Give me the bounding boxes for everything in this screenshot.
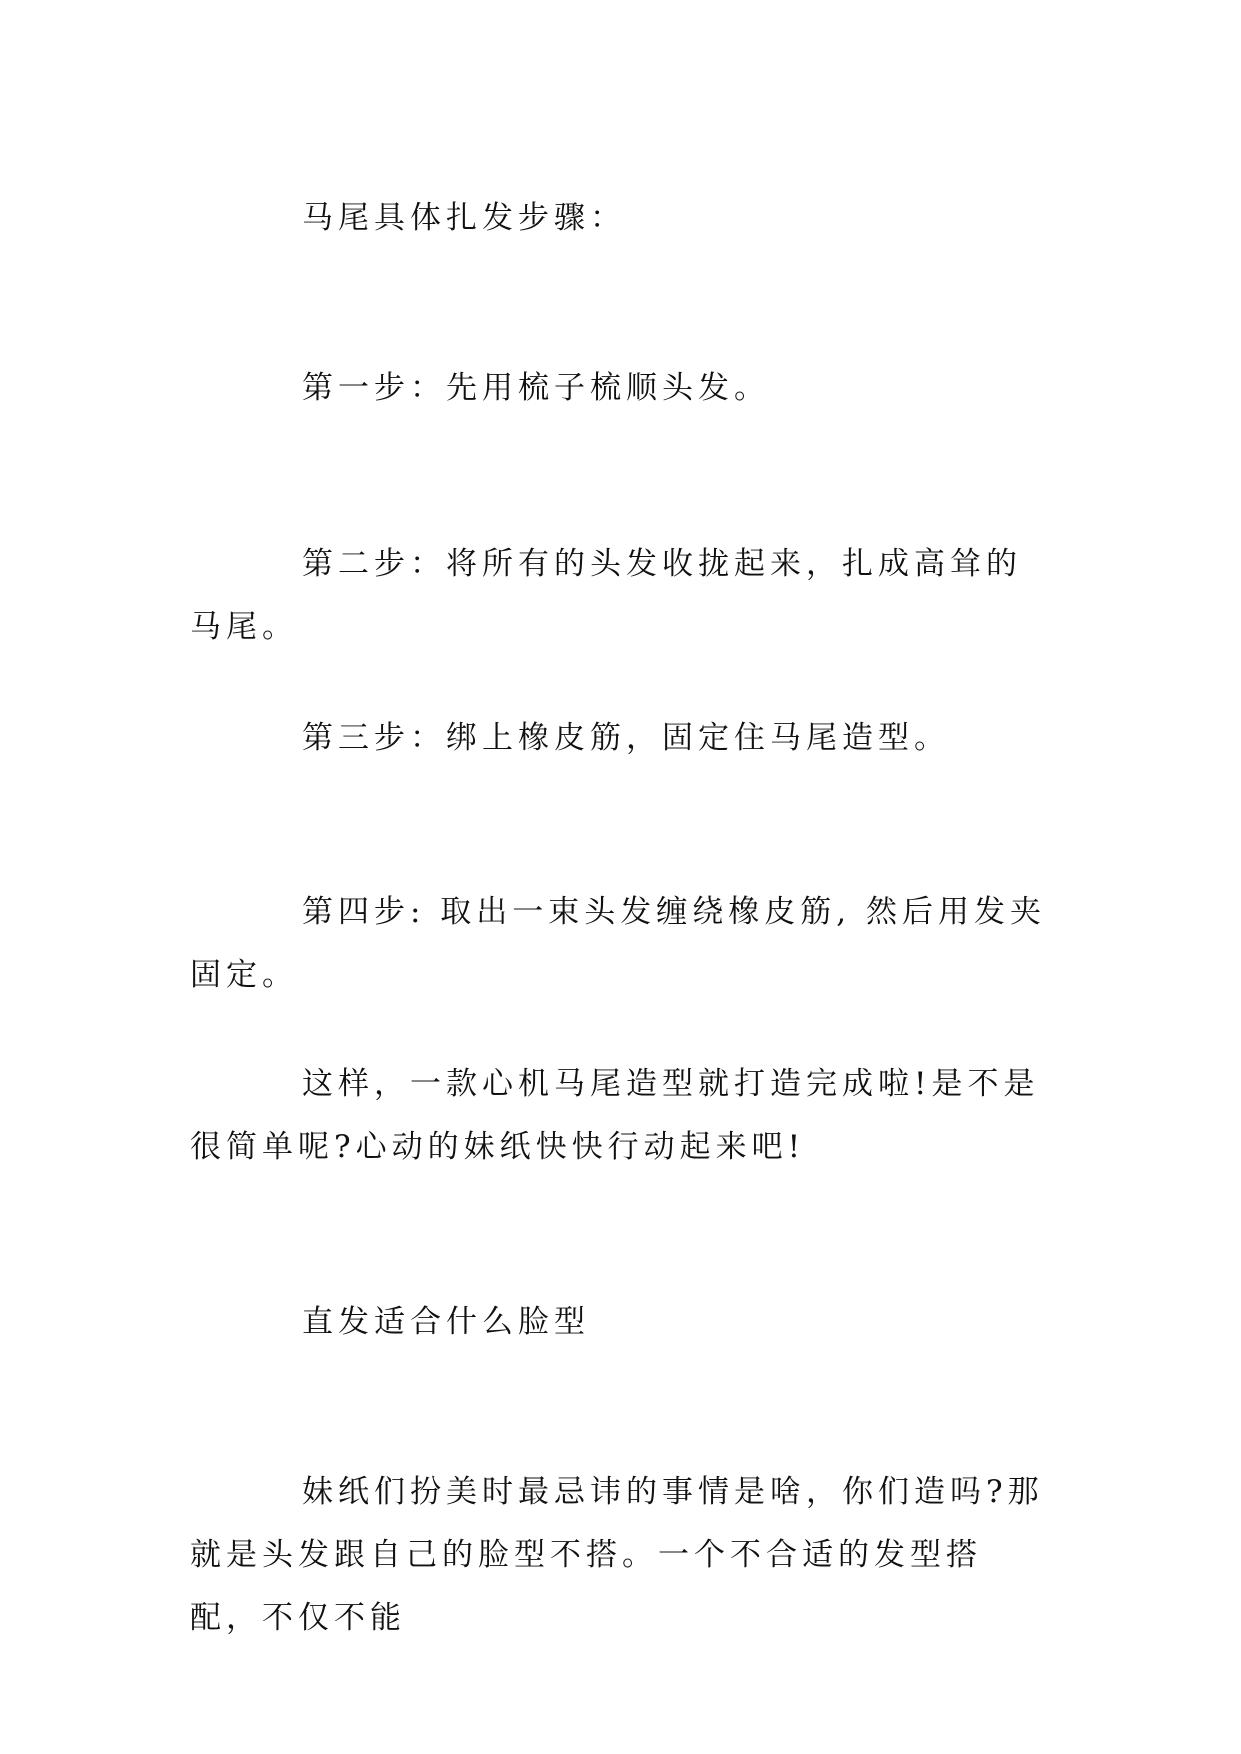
paragraph-step-three: 第三步：绑上橡皮筋，固定住马尾造型。: [302, 720, 950, 756]
paragraph-step-one: 第一步：先用梳子梳顺头发。: [302, 370, 770, 406]
paragraph-step-four: 第四步: 取出一束头发缠绕橡皮筋, 然后用发夹固定。: [190, 894, 1047, 993]
paragraph-ponytail-steps-heading: 马尾具体扎发步骤：: [302, 200, 626, 236]
section-heading-straight-hair: 直发适合什么脸型: [302, 1304, 590, 1340]
paragraph-face-shape-intro: 妹纸们扮美时最忌讳的事情是啥，你们造吗?那就是头发跟自己的脸型不搭。一个不合适的发型搭配，不仅不能: [190, 1474, 1044, 1636]
paragraph-step-two: 第二步：将所有的头发收拢起来，扎成高耸的马尾。: [190, 546, 1022, 645]
paragraph-conclusion: 这样，一款心机马尾造型就打造完成啦!是不是很简单呢?心动的妹纸快快行动起来吧!: [190, 1066, 1040, 1165]
